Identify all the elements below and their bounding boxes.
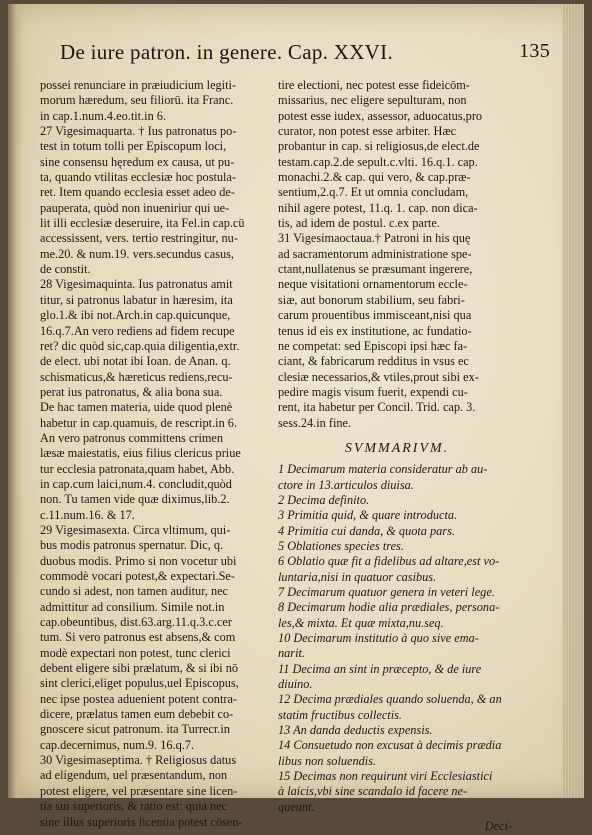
left-text-column (40, 78, 276, 830)
summarium-entry: 15 Decimas non requirunt viri Ecclesiastici (278, 769, 493, 784)
text-line: neque visitationi ornamentorum eccle- (278, 277, 468, 292)
text-line: ret? dic quòd sic,cap.quia diligentia,extr. (40, 338, 240, 353)
text-line: sint clerici,eliget populus,uel Episcopus, (40, 676, 239, 691)
text-line: læsæ maiestatis, eius filius clericus priue (40, 446, 241, 461)
text-line: clesiæ necessarios,& vtiles,prout sibi ex- (278, 369, 479, 384)
text-line: habetur in cap.quamuis, de rescript.in 6. (40, 415, 238, 430)
text-line: bus modis patronus spernatur. Dic, q. (40, 538, 224, 553)
text-line: ctant,nullatenus se præsumant ingerere, (278, 262, 473, 277)
text-line: ciant, & fabricarum redditus in vsus ec (278, 354, 469, 369)
text-line: tire electioni, nec potest esse fideicōm- (278, 78, 470, 92)
text-line: curator, non potest esse arbiter. Hæc (278, 124, 457, 139)
text-line: modè expectari non potest, tunc clerici (40, 645, 231, 660)
summarium-entry: les,& mixta. Et quæ mixta,nu.seq. (278, 615, 444, 630)
text-line: testam.cap.2.de sepult.c.vlti. 16.q.1. cap. (278, 154, 478, 169)
text-line: debent eligere sibi prælatum, & si ibi nō (40, 661, 239, 676)
page-number: 135 (519, 40, 550, 62)
text-line: sentium,2.q.7. Et ut omnia concludam, (278, 185, 469, 200)
text-line: monachi.2.& cap. qui vero, & cap.præ- (278, 170, 471, 185)
text-line: de elect. ubi notat ibi Ioan. de Anan. q. (40, 354, 231, 369)
text-line: nihil agere potest, 11.q. 1. cap. non dica- (278, 200, 478, 215)
text-line: 30 Vigesimaseptima. † Religiosus datus (40, 753, 237, 768)
catchword: Deci- (484, 819, 512, 834)
text-line: dicere, prælatus tamen eum debebit co- (40, 707, 234, 722)
text-line: cap.obeuntibus, dist.63.arg.11.q.3.c.cer (40, 615, 232, 630)
summarium-entry: 14 Consuetudo non excusat à decimis prædia (278, 738, 502, 753)
text-line: non. Tu tamen vide quæ diximus,lib.2. (40, 492, 230, 507)
summarium-entry: 1 Decimarum materia consideratur ab au- (278, 462, 488, 477)
text-line: potest eligere, vel præsentare sine licen- (40, 783, 238, 798)
text-line: c.11.num.16. & 17. (40, 507, 135, 522)
text-line: probantur in cap. si religiosus,de elect.de (278, 139, 480, 154)
summarium-heading: SVMMARIVM. (344, 440, 450, 456)
summarium-entry: 7 Decimarum quatuor genera in veteri lege. (278, 585, 495, 599)
text-line: gnoscere sicut patronum. ita Turrecr.in (40, 722, 230, 737)
text-line: de constit. (40, 262, 91, 277)
summarium-entry: 3 Primitia quid, & quare introducta. (278, 508, 458, 523)
text-line: ret. Item quando ecclesia esset adeo de- (40, 185, 235, 200)
text-line: ta, quando vtilitas ecclesiæ hoc postula- (40, 170, 237, 185)
running-header (60, 40, 550, 65)
summarium-entry: 13 An danda deductis expensis. (278, 723, 433, 738)
text-line: siæ, aut bonorum stabilium, seu fabri- (278, 292, 465, 307)
summarium-entry: queunt. (278, 799, 315, 814)
summarium-entry: narit. (278, 646, 305, 661)
text-line: rent, ita habetur per Concil. Trid. cap. 3. (278, 400, 476, 415)
text-line: cundo si adest, non tamen auditur, nec (40, 584, 229, 599)
text-line: commodè vocari potest,& expectari.Se- (40, 569, 235, 583)
summarium-entry: luntaria,nisi in quatuor casibus. (278, 569, 437, 584)
right-text-column (278, 78, 516, 835)
text-line: sine consensu hęredum ex causa, ut pu- (40, 154, 235, 169)
text-line: tis, ad idem de postul. c.ex parte. (278, 216, 440, 231)
text-line: in cap.cum laici,num.4. concludit,quòd (40, 476, 232, 491)
summarium-entry: libus non soluendis. (278, 753, 377, 768)
text-line: ad sacramentorum administratione spe- (278, 246, 472, 261)
summarium-entry: 11 Decima an sint in præcepto, & de iure (278, 661, 482, 676)
text-line: ad eligendum, uel præsentandum, non (40, 768, 228, 783)
text-line: me.20. & num.19. vers.secundus casus, (40, 246, 234, 261)
summarium-entry: 10 Decimarum institutio à quo sive ema- (278, 631, 479, 646)
summarium-entry: 12 Decima prædiales quando soluenda, & an (278, 692, 502, 707)
text-line: sess.24.in fine. (278, 415, 352, 430)
text-line: 27 Vigesimaquarta. † Ius patronatus po- (40, 124, 237, 139)
text-line: De hac tamen materia, uide quod plenè (40, 400, 233, 415)
text-line: 29 Vigesimasexta. Circa vltimum, qui- (40, 522, 231, 537)
summarium-entry: statim fructibus collectis. (278, 707, 402, 722)
summarium-entry: 8 Decimarum hodie alia prædiales, personа- (278, 600, 500, 615)
book-spine (8, 4, 22, 798)
text-line: pauperata, quòd non inueniriur qui ue- (40, 200, 230, 215)
text-line: 28 Vigesimaquinta. Ius patronatus amit (40, 277, 233, 292)
text-line: ne competat: sed Episcopi ipsi hæc fa- (278, 338, 468, 353)
book-page (8, 4, 584, 834)
text-line: An vero patronus committens crimen (40, 430, 224, 445)
text-line: carum prouentibus immisceant,nisi qua (278, 308, 472, 323)
text-line: nec ipse postea aduenient potent contra- (40, 691, 238, 706)
page-edges (562, 4, 584, 798)
text-line: pedire magis visum fuerit, expendi cu- (278, 384, 468, 399)
text-line: tum. Si vero patronus est absens,& com (40, 630, 236, 645)
text-line: lit illi ecclesiæ deseruire, ita Fel.in cap.cū (40, 216, 245, 231)
text-line: titur, si patronus labatur in hæresim, ita (40, 292, 233, 307)
text-line: possei renunciare in præiudicium legiti- (40, 78, 237, 92)
summarium-entry: ctore in 13.articulos diuisa. (278, 477, 414, 492)
text-line: 31 Vigesimaoctaua.† Patroni in his quę (278, 231, 471, 246)
text-line: morum hæredum, seu filiorū. ita Franc. (40, 93, 234, 108)
text-line: schismaticus,& hæreticus rediens,recu- (40, 369, 233, 384)
text-line: cap.decernimus, num.9. 16.q.7. (40, 737, 195, 752)
summarium-entry: 6 Oblatio quæ fit a fidelibus ad altare,est vo- (278, 554, 500, 569)
text-line: in cap.1.num.4.eo.tit.in 6. (40, 108, 167, 123)
text-line: 16.q.7.An vero rediens ad fidem recupe (40, 323, 235, 338)
summarium-entry: à laicis,vbi sine scandalo id facere ne- (278, 784, 468, 799)
text-line: potest esse iudex, assessor, aduocatus,pro (278, 108, 483, 123)
summarium-entry: 4 Primitia cui danda, & quota pars. (278, 523, 455, 538)
summarium-entry: 2 Decima definito. (278, 492, 370, 507)
text-line: tenus id eis ex institutione, ac fundatio- (278, 323, 472, 338)
text-line: test in totum tolli per Episcopum loci, (40, 139, 227, 154)
running-title: De iure patron. in genere. Cap. XXVI. (60, 40, 393, 64)
text-line: duobus modis. Primo si non vocetur ubi (40, 553, 237, 568)
text-line: tia sui superioris, & ratio est: quia nec (40, 799, 228, 814)
text-line: glo.1.& ibi not.Arch.in cap.quicunque, (40, 308, 231, 323)
summarium-entry: 5 Oblationes species tres. (278, 538, 404, 553)
text-line: tur ecclesia patronata,quam habet, Abb. (40, 461, 235, 476)
text-line: sine illus superioris licentia potest cōsen- (40, 814, 243, 829)
text-line: perat ius patronatus, & alia bona sua. (40, 384, 223, 399)
text-line: accessissent, vers. tertio restringitur, nu- (40, 231, 238, 246)
text-line: admittitur ad consilium. Simile not.in (40, 599, 225, 614)
summarium-entry: diuino. (278, 677, 313, 692)
text-line: missarius, nec eligere sepulturam, non (278, 93, 467, 108)
